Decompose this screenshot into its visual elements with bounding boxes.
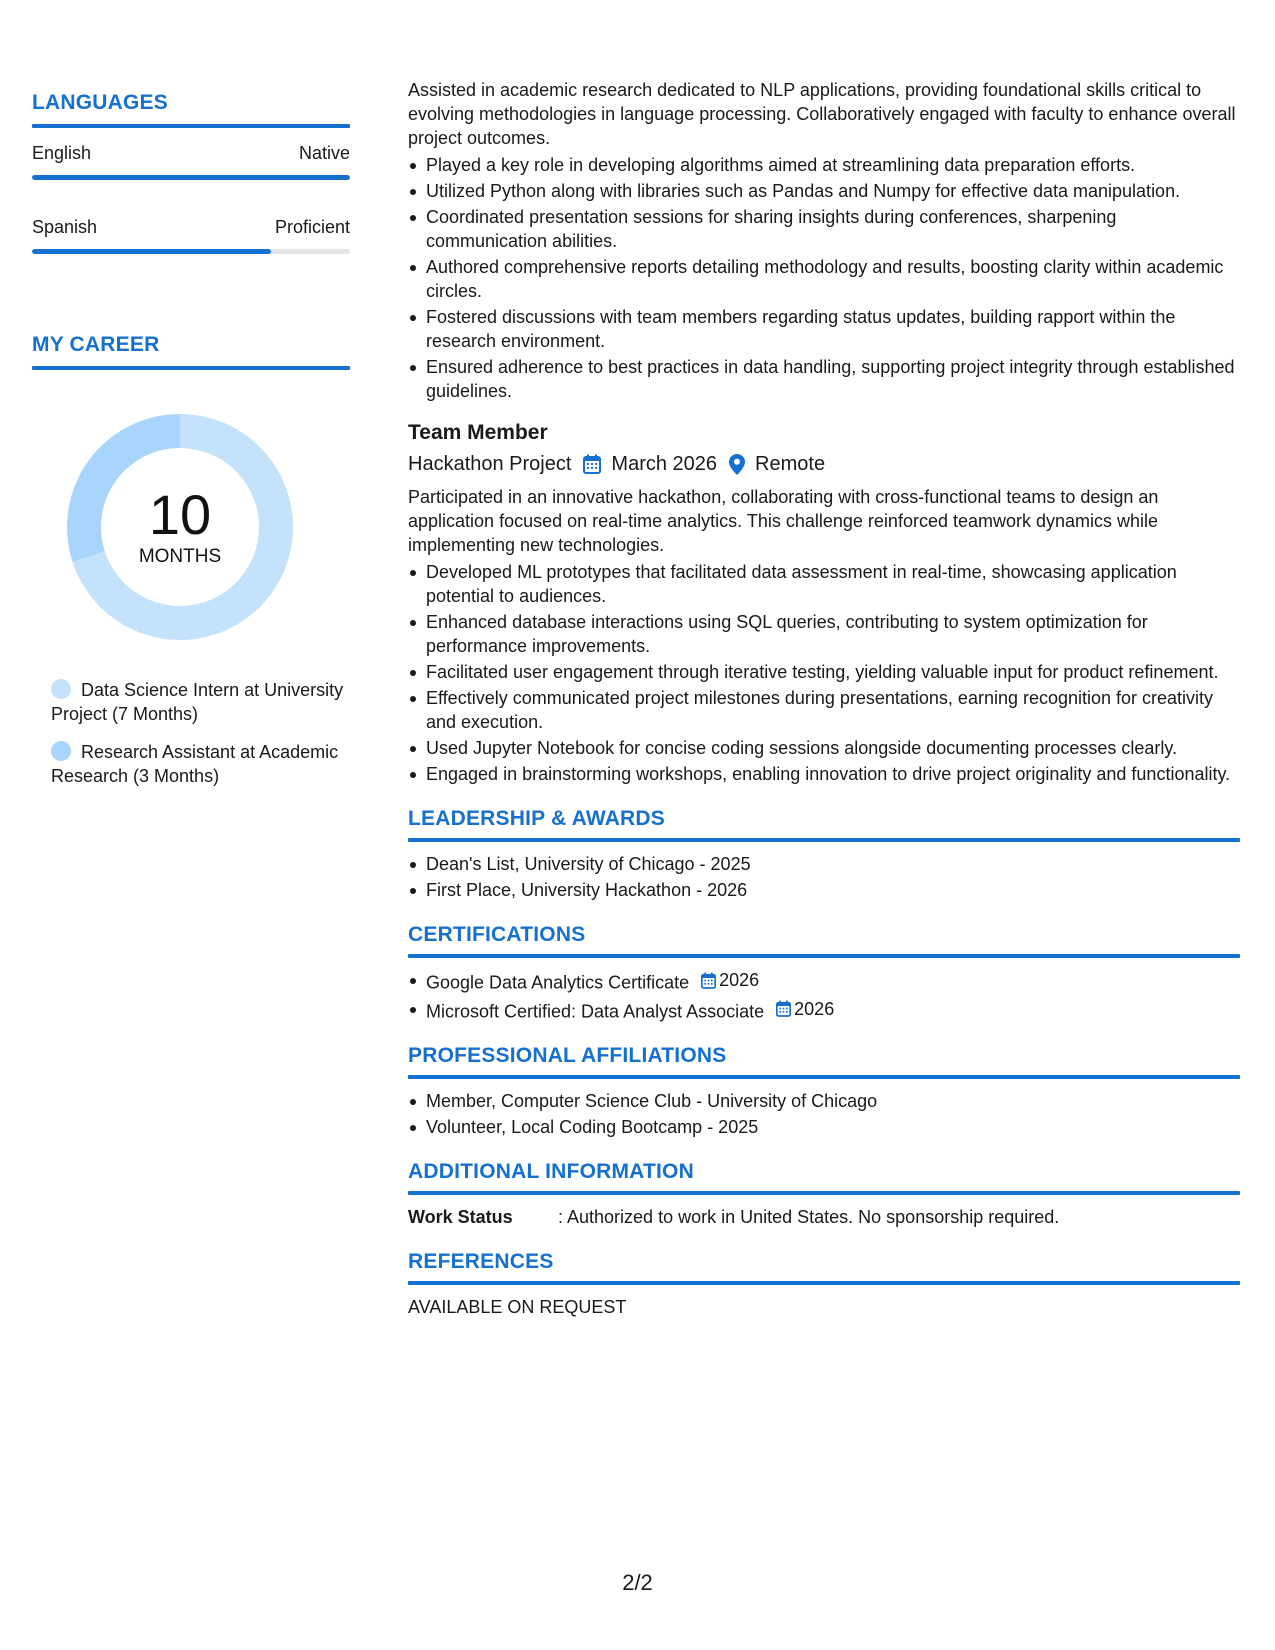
certifications-section <box>408 922 1240 1023</box>
list-item: Enhanced database interactions using SQL queries, contributing to system optimization for performance improvements. <box>408 610 1240 658</box>
language-proficiency-bar <box>32 249 350 254</box>
job-location: Remote <box>755 453 826 475</box>
references-section <box>408 1249 1240 1319</box>
career-donut-chart <box>67 414 293 640</box>
info-key: Work Status <box>408 1207 513 1227</box>
list-item <box>408 968 1240 995</box>
calendar-icon <box>701 972 716 989</box>
affiliations-section <box>408 1043 1240 1139</box>
certification-year: 2026 <box>794 998 835 1019</box>
legend-dot <box>51 679 71 699</box>
section-divider <box>408 1191 1240 1195</box>
language-item <box>32 216 350 254</box>
certification-year: 2026 <box>719 970 760 990</box>
main-content <box>408 78 1240 1319</box>
sidebar <box>32 90 350 788</box>
experience-item <box>408 419 1240 786</box>
certifications-list <box>408 968 1240 1023</box>
language-level: Proficient <box>274 217 350 237</box>
job-description: Assisted in academic research dedicated to NLP applications, providing foundational skills critical to evolving methodologies in language processing. Collaboratively engaged with faculty to enhance overall project outcomes. <box>408 80 1236 148</box>
section-divider <box>408 1075 1240 1079</box>
list-item: Dean's List, University of Chicago - 2025 <box>408 852 1240 876</box>
job-date: March 2026 <box>611 453 718 475</box>
map-pin-icon <box>729 454 745 475</box>
career-legend <box>51 678 350 788</box>
language-proficiency-fill <box>32 175 350 180</box>
job-description: Participated in an innovative hackathon, collaborating with cross-functional teams to design an application focused on real-time analytics. This challenge reinforced teamwork dynamics while implementing new technologies. <box>408 487 1159 555</box>
section-divider <box>32 124 350 128</box>
list-item: First Place, University Hackathon - 2026 <box>408 878 1240 902</box>
section-divider <box>408 954 1240 958</box>
job-bullets <box>408 560 1240 786</box>
calendar-icon <box>583 454 601 474</box>
list-item: Fostered discussions with team members regarding status updates, building rapport within the research environment. <box>408 305 1240 353</box>
job-org: Hackathon Project <box>408 453 572 475</box>
job-title: Team Member <box>408 421 548 444</box>
references-text: AVAILABLE ON REQUEST <box>408 1297 627 1317</box>
list-item: Engaged in brainstorming workshops, enabling innovation to drive project originality and functionality. <box>408 762 1240 786</box>
page-number: 2/2 <box>622 1570 653 1595</box>
list-item: Developed ML prototypes that facilitated data assessment in real-time, showcasing application potential to audiences. <box>408 560 1240 608</box>
list-item: Authored comprehensive reports detailing methodology and results, boosting clarity within academic circles. <box>408 255 1240 303</box>
info-row <box>408 1205 1240 1229</box>
list-item: Facilitated user engagement through iterative testing, yielding valuable input for product refinement. <box>408 660 1240 684</box>
legend-label: Research Assistant at Academic Research (3 Months) <box>51 742 339 786</box>
awards-list <box>408 852 1240 902</box>
affiliations-list <box>408 1089 1240 1139</box>
career-total-unit: MONTHS <box>138 546 222 567</box>
certifications-title: CERTIFICATIONS <box>408 923 586 946</box>
affiliations-title: PROFESSIONAL AFFILIATIONS <box>408 1044 727 1067</box>
references-title: REFERENCES <box>408 1250 554 1273</box>
info-value: : Authorized to work in United States. No sponsorship required. <box>558 1207 1060 1227</box>
language-proficiency-fill <box>32 249 271 254</box>
languages-title: LANGUAGES <box>32 91 168 114</box>
section-divider <box>32 366 350 370</box>
legend-item <box>51 740 350 788</box>
career-section <box>32 332 350 788</box>
job-meta <box>408 450 1240 478</box>
language-level: Native <box>298 143 350 163</box>
list-item: Played a key role in developing algorithms aimed at streamlining data preparation efforts. <box>408 153 1240 177</box>
experience-continued <box>408 78 1240 403</box>
career-title: MY CAREER <box>32 333 160 356</box>
list-item <box>408 997 1240 1024</box>
languages-section <box>32 90 350 254</box>
calendar-icon <box>776 1000 791 1017</box>
legend-dot <box>51 741 71 761</box>
legend-item <box>51 678 350 726</box>
additional-info-section <box>408 1159 1240 1229</box>
career-total-months: 10 <box>148 483 212 546</box>
list-item: Coordinated presentation sessions for sharing insights during conferences, sharpening communication abilities. <box>408 205 1240 253</box>
list-item: Used Jupyter Notebook for concise coding sessions alongside documenting processes clearly. <box>408 736 1240 760</box>
donut-center <box>67 414 293 640</box>
additional-info-title: ADDITIONAL INFORMATION <box>408 1160 694 1183</box>
list-item: Utilized Python along with libraries such as Pandas and Numpy for effective data manipulation. <box>408 179 1240 203</box>
certification-name: Google Data Analytics Certificate <box>426 972 690 993</box>
awards-title: LEADERSHIP & AWARDS <box>408 807 665 830</box>
legend-label: Data Science Intern at University Project (7 Months) <box>51 680 344 724</box>
job-bullets <box>408 153 1240 403</box>
language-name: English <box>32 143 92 163</box>
list-item: Member, Computer Science Club - University of Chicago <box>408 1089 1240 1113</box>
awards-section <box>408 806 1240 902</box>
language-proficiency-bar <box>32 175 350 180</box>
section-divider <box>408 1281 1240 1285</box>
certification-name: Microsoft Certified: Data Analyst Associate <box>426 1001 765 1021</box>
language-item <box>32 142 350 180</box>
language-name: Spanish <box>32 217 98 237</box>
list-item: Effectively communicated project milestones during presentations, earning recognition for creativity and execution. <box>408 686 1240 734</box>
list-item: Volunteer, Local Coding Bootcamp - 2025 <box>408 1115 1240 1139</box>
list-item: Ensured adherence to best practices in data handling, supporting project integrity through established guidelines. <box>408 355 1240 403</box>
section-divider <box>408 838 1240 842</box>
